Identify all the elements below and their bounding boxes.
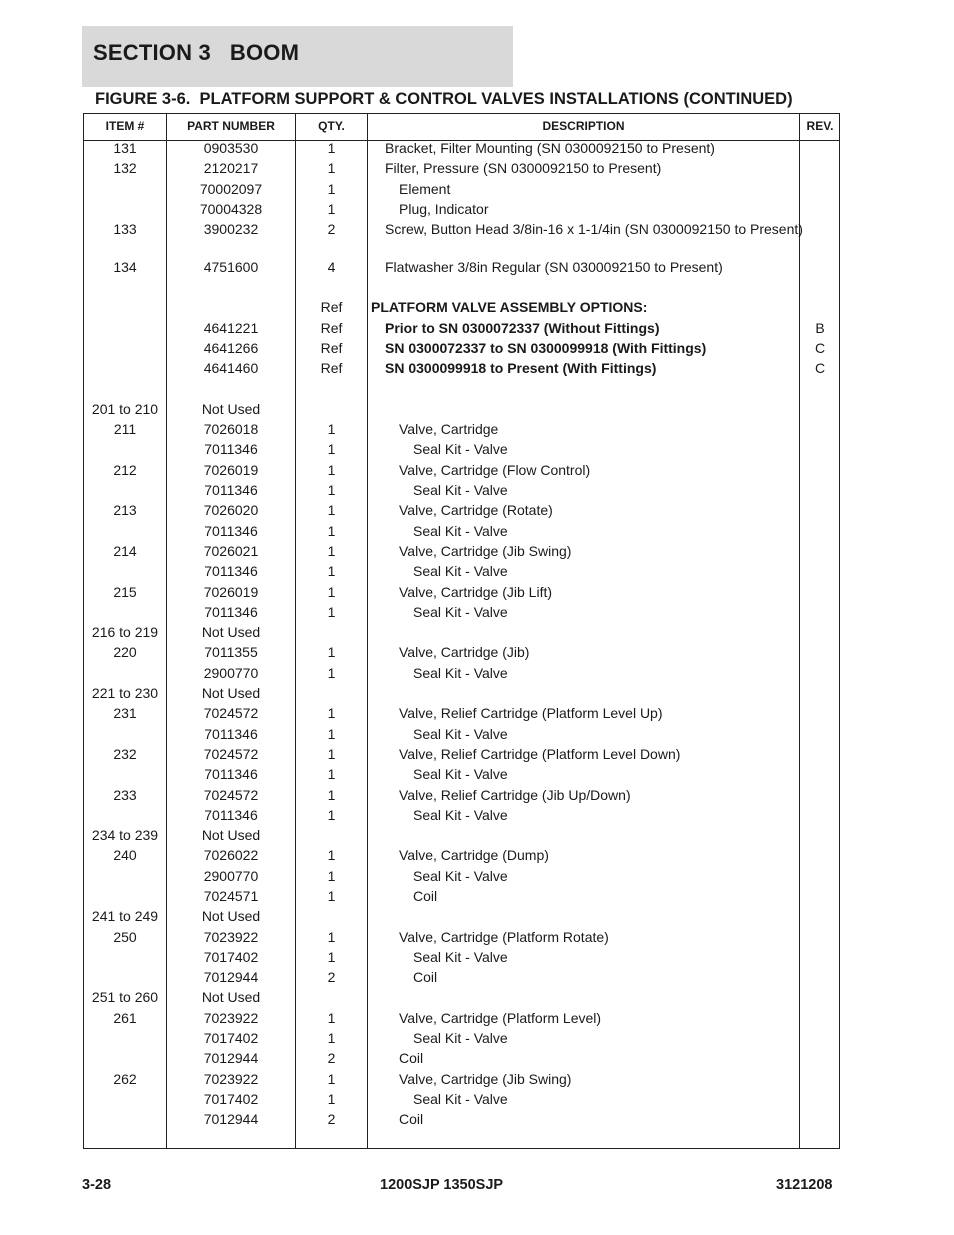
description-cell: Valve, Cartridge (Jib Lift) — [399, 583, 553, 600]
description-cell: Valve, Cartridge — [399, 421, 499, 438]
quantity-cell: 1 — [327, 745, 336, 762]
description-cell: Element — [399, 180, 451, 197]
quantity-cell: 1 — [327, 421, 336, 438]
table-row — [84, 705, 839, 725]
description-cell: Coil — [413, 887, 438, 904]
description-cell: Valve, Relief Cartridge (Platform Level Up) — [399, 705, 663, 722]
part-number-cell: 4641266 — [203, 339, 259, 356]
table-row — [84, 340, 839, 360]
table-row — [84, 201, 839, 221]
quantity-cell: 1 — [327, 180, 336, 197]
quantity-cell: 1 — [327, 806, 336, 823]
description-cell: Coil — [399, 1050, 424, 1067]
table-row — [84, 381, 839, 401]
table-row — [84, 1071, 839, 1091]
table-row — [84, 1010, 839, 1030]
quantity-cell: 1 — [327, 867, 336, 884]
description-cell: Coil — [413, 969, 438, 986]
part-number-cell: 7017402 — [203, 1030, 259, 1047]
table-row — [84, 1050, 839, 1070]
item-number-cell: 213 — [113, 502, 137, 519]
quantity-cell: 1 — [327, 160, 336, 177]
description-cell: Seal Kit - Valve — [413, 522, 508, 539]
description-cell: Seal Kit - Valve — [413, 664, 508, 681]
description-cell: Valve, Relief Cartridge (Jib Up/Down) — [399, 786, 631, 803]
part-number-cell: 7012944 — [203, 1050, 259, 1067]
description-cell: SN 0300072337 to SN 0300099918 (With Fittings) — [385, 339, 707, 356]
quantity-cell: 1 — [327, 583, 336, 600]
table-row — [84, 766, 839, 786]
part-number-cell: 7012944 — [203, 1111, 259, 1128]
footer-model: 1200SJP 1350SJP — [380, 1177, 504, 1193]
quantity-cell: 2 — [327, 1111, 336, 1128]
table-row — [84, 584, 839, 604]
table-row — [84, 624, 839, 644]
table-row — [84, 181, 839, 201]
quantity-cell: 1 — [327, 644, 336, 661]
item-number-cell: 215 — [113, 583, 137, 600]
table-row — [84, 949, 839, 969]
part-number-cell: Not Used — [201, 624, 261, 641]
description-cell: Valve, Cartridge (Dump) — [399, 847, 549, 864]
table-row — [84, 259, 839, 279]
description-cell: Valve, Cartridge (Jib) — [399, 644, 530, 661]
header-item: ITEM # — [105, 119, 145, 133]
quantity-cell: 1 — [327, 847, 336, 864]
description-cell: SN 0300099918 to Present (With Fittings) — [385, 360, 657, 377]
part-number-cell: 7023922 — [203, 928, 259, 945]
part-number-cell: 7026019 — [203, 583, 259, 600]
part-number-cell: 4641460 — [203, 360, 259, 377]
part-number-cell: 7026018 — [203, 421, 259, 438]
part-number-cell: 70002097 — [199, 180, 263, 197]
table-row — [84, 320, 839, 340]
description-cell: Seal Kit - Valve — [413, 766, 508, 783]
part-number-cell: 7017402 — [203, 948, 259, 965]
table-row — [84, 868, 839, 888]
quantity-cell: 4 — [327, 258, 336, 275]
item-number-cell: 240 — [113, 847, 137, 864]
description-cell: Valve, Cartridge (Rotate) — [399, 502, 553, 519]
part-number-cell: 0903530 — [203, 140, 259, 156]
quantity-cell: 1 — [327, 522, 336, 539]
description-cell: Coil — [399, 1111, 424, 1128]
item-number-cell: 211 — [113, 421, 137, 438]
description-cell: Prior to SN 0300072337 (Without Fittings) — [385, 319, 660, 336]
revision-cell: B — [815, 319, 825, 336]
table-row — [84, 279, 839, 299]
quantity-cell: 1 — [327, 1030, 336, 1047]
description-cell: Seal Kit - Valve — [413, 1090, 508, 1107]
table-row — [84, 807, 839, 827]
revision-cell: C — [814, 360, 826, 377]
item-number-cell: 212 — [113, 461, 137, 478]
quantity-cell: 1 — [327, 200, 336, 217]
description-cell: Bracket, Filter Mounting (SN 0300092150 to Present) — [385, 140, 715, 156]
part-number-cell: 7011346 — [204, 806, 258, 823]
table-row — [84, 502, 839, 522]
part-number-cell: 7026021 — [203, 542, 259, 559]
header-part-number: PART NUMBER — [187, 119, 275, 133]
part-number-cell: 7011346 — [204, 766, 258, 783]
table-row — [84, 726, 839, 746]
part-number-cell: 7026022 — [203, 847, 259, 864]
table-row — [84, 299, 839, 319]
description-cell: Valve, Cartridge (Flow Control) — [399, 461, 591, 478]
item-number-cell: 131 — [113, 140, 137, 156]
table-row — [84, 1091, 839, 1111]
table-row — [84, 827, 839, 847]
description-cell: Seal Kit - Valve — [413, 441, 508, 458]
description-cell: Plug, Indicator — [399, 200, 489, 217]
item-number-cell: 132 — [113, 160, 137, 177]
quantity-cell: 1 — [327, 786, 336, 803]
header-description: DESCRIPTION — [542, 119, 625, 133]
part-number-cell: 7023922 — [203, 1009, 259, 1026]
table-row — [84, 644, 839, 664]
description-cell: Seal Kit - Valve — [413, 867, 508, 884]
table-row — [84, 685, 839, 705]
item-number-cell: 216 to 219 — [91, 624, 159, 641]
part-number-cell: 7012944 — [203, 969, 259, 986]
table-row — [84, 563, 839, 583]
part-number-cell: 7011346 — [204, 563, 258, 580]
quantity-cell: 1 — [327, 563, 336, 580]
part-number-cell: Not Used — [201, 400, 261, 417]
part-number-cell: 7024571 — [203, 887, 259, 904]
quantity-cell: 2 — [327, 969, 336, 986]
part-number-cell: Not Used — [201, 827, 261, 844]
description-cell: Seal Kit - Valve — [413, 948, 508, 965]
table-row — [84, 482, 839, 502]
quantity-cell: 1 — [327, 1070, 336, 1087]
part-number-cell: 7024572 — [203, 786, 259, 803]
quantity-cell: 1 — [327, 603, 336, 620]
part-number-cell: 4751600 — [203, 258, 259, 275]
description-cell: Valve, Cartridge (Platform Level) — [399, 1009, 602, 1026]
part-number-cell: 7011355 — [204, 644, 258, 661]
table-row — [84, 969, 839, 989]
part-number-cell: 2120217 — [203, 160, 259, 177]
description-cell: Seal Kit - Valve — [413, 1030, 508, 1047]
item-number-cell: 241 to 249 — [91, 908, 159, 925]
table-row — [84, 360, 839, 380]
figure-title: FIGURE 3-6. PLATFORM SUPPORT & CONTROL VALVES INSTALLATIONS (CONTINUED) — [95, 90, 793, 108]
part-number-cell: 4641221 — [203, 319, 259, 336]
table-row — [84, 140, 839, 160]
quantity-cell: 1 — [327, 502, 336, 519]
quantity-cell: 1 — [327, 461, 336, 478]
part-number-cell: 7026020 — [203, 502, 259, 519]
table-row — [84, 929, 839, 949]
table-body — [84, 140, 839, 1132]
part-number-cell: 7023922 — [203, 1070, 259, 1087]
part-number-cell: 7011346 — [204, 725, 258, 742]
item-number-cell: 262 — [113, 1070, 137, 1087]
item-number-cell: 232 — [113, 745, 137, 762]
table-row — [84, 1030, 839, 1050]
part-number-cell: 7024572 — [203, 705, 259, 722]
part-number-cell: 7017402 — [203, 1090, 259, 1107]
table-row — [84, 847, 839, 867]
quantity-cell: 1 — [327, 766, 336, 783]
description-cell: Filter, Pressure (SN 0300092150 to Present) — [385, 160, 662, 177]
part-number-cell: 7024572 — [203, 745, 259, 762]
quantity-cell: 1 — [327, 1090, 336, 1107]
footer-doc-number: 3121208 — [776, 1177, 833, 1193]
quantity-cell: 1 — [327, 725, 336, 742]
part-number-cell: Not Used — [201, 989, 261, 1006]
table-row — [84, 989, 839, 1009]
revision-cell: C — [814, 339, 826, 356]
item-number-cell: 261 — [113, 1009, 137, 1026]
description-cell: Flatwasher 3/8in Regular (SN 0300092150 to Present) — [385, 258, 723, 275]
description-cell: Valve, Cartridge (Platform Rotate) — [399, 928, 609, 945]
item-number-cell: 250 — [113, 928, 137, 945]
quantity-cell: 1 — [327, 1009, 336, 1026]
table-row — [84, 160, 839, 180]
description-cell: Seal Kit - Valve — [413, 563, 508, 580]
quantity-cell: Ref — [320, 339, 343, 356]
quantity-cell: 1 — [327, 887, 336, 904]
table-row — [84, 441, 839, 461]
table-row — [84, 462, 839, 482]
quantity-cell: Ref — [320, 360, 343, 377]
table-row — [84, 1111, 839, 1131]
part-number-cell: 7011346 — [204, 482, 258, 499]
table-row — [84, 665, 839, 685]
item-number-cell: 133 — [113, 221, 137, 238]
item-number-cell: 251 to 260 — [91, 989, 159, 1006]
table-row — [84, 908, 839, 928]
table-row — [84, 888, 839, 908]
part-number-cell: Not Used — [201, 685, 261, 702]
quantity-cell: 1 — [327, 482, 336, 499]
quantity-cell: 1 — [327, 948, 336, 965]
quantity-cell: 1 — [327, 441, 336, 458]
table-row — [84, 421, 839, 441]
quantity-cell: 2 — [327, 1050, 336, 1067]
part-number-cell: 7026019 — [203, 461, 259, 478]
description-cell: Valve, Relief Cartridge (Platform Level Down) — [399, 745, 681, 762]
footer-page-number: 3-28 — [82, 1177, 112, 1193]
description-cell: Valve, Cartridge (Jib Swing) — [399, 1070, 572, 1087]
part-number-cell: Not Used — [201, 908, 261, 925]
description-cell: Screw, Button Head 3/8in-16 x 1-1/4in (SN 0300092150 to Present) — [385, 221, 803, 238]
table-row — [84, 604, 839, 624]
table-row — [84, 401, 839, 421]
quantity-cell: 1 — [327, 140, 336, 156]
quantity-cell: Ref — [320, 299, 343, 316]
table-row — [84, 543, 839, 563]
quantity-cell: 1 — [327, 664, 336, 681]
item-number-cell: 220 — [113, 644, 137, 661]
parts-table — [83, 113, 840, 1149]
quantity-cell: 2 — [327, 221, 336, 238]
quantity-cell: 1 — [327, 928, 336, 945]
table-row — [84, 746, 839, 766]
part-number-cell: 2900770 — [203, 664, 259, 681]
part-number-cell: 7011346 — [204, 441, 258, 458]
item-number-cell: 214 — [113, 542, 137, 559]
item-number-cell: 221 to 230 — [91, 685, 159, 702]
item-number-cell: 201 to 210 — [91, 400, 159, 417]
description-cell: Valve, Cartridge (Jib Swing) — [399, 542, 572, 559]
header-qty: QTY. — [318, 119, 345, 133]
item-number-cell: 231 — [113, 705, 137, 722]
quantity-cell: 1 — [327, 705, 336, 722]
description-cell: PLATFORM VALVE ASSEMBLY OPTIONS: — [371, 299, 648, 316]
item-number-cell: 233 — [113, 786, 137, 803]
quantity-cell: Ref — [320, 319, 343, 336]
description-cell: Seal Kit - Valve — [413, 482, 508, 499]
description-cell: Seal Kit - Valve — [413, 725, 508, 742]
section-title: SECTION 3 BOOM — [93, 40, 300, 65]
description-cell: Seal Kit - Valve — [413, 806, 508, 823]
part-number-cell: 3900232 — [203, 221, 259, 238]
part-number-cell: 70004328 — [199, 200, 263, 217]
description-cell: Seal Kit - Valve — [413, 603, 508, 620]
table-row — [84, 787, 839, 807]
part-number-cell: 7011346 — [204, 522, 258, 539]
item-number-cell: 234 to 239 — [91, 827, 159, 844]
quantity-cell: 1 — [327, 542, 336, 559]
part-number-cell: 2900770 — [203, 867, 259, 884]
header-rev: REV. — [806, 119, 834, 133]
table-row — [84, 221, 839, 259]
part-number-cell: 7011346 — [204, 603, 258, 620]
table-row — [84, 523, 839, 543]
item-number-cell: 134 — [113, 258, 137, 275]
